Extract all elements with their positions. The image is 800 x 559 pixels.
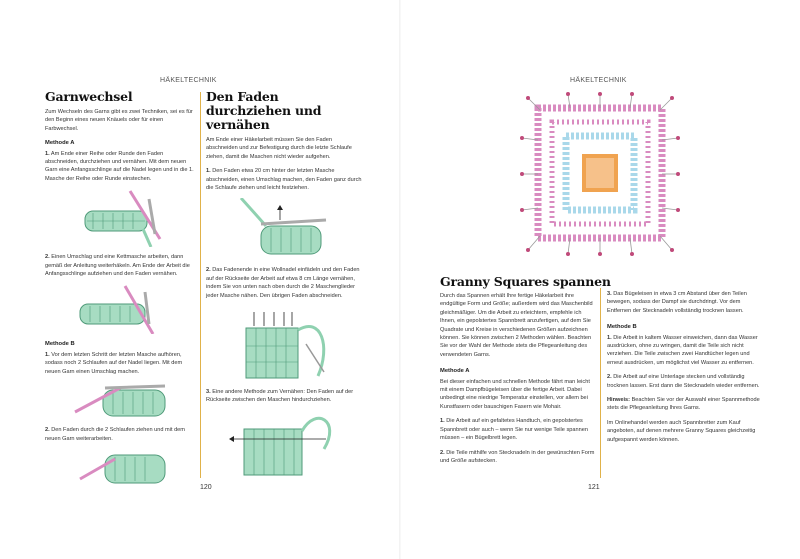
column-blocking-a xyxy=(440,292,596,471)
illustration-yarn-change-b2 xyxy=(45,449,195,489)
step-text: 3. Das Bügeleisen in etwa 3 cm Abstand über den Teilen bewegen, sodass der Dampf sie durchdringt. Vor dem Entfernen der Stecknadeln vollständig trocknen lassen. xyxy=(607,291,747,314)
illustration-fasten-off-3 xyxy=(206,411,362,477)
page-number-left: 120 xyxy=(200,484,212,491)
illustration-yarn-change-a1 xyxy=(45,189,195,247)
column-blocking-b xyxy=(607,290,763,450)
step-text: 1. Den Faden etwa 20 cm hinter der letzten Masche abschneiden, einen Umschlag machen, den Faden ganz durch die Schlaufe ziehen und leicht festziehen. xyxy=(206,168,362,192)
step-text: 3. Eine andere Methode zum Vernähen: Den Faden auf der Rückseite zwischen den Maschen hindurchziehen. xyxy=(206,389,354,404)
section-title: Den Faden durchziehen und vernähen xyxy=(206,89,322,132)
step-text: 2. Einen Umschlag und eine Kettmasche arbeiten, dann gemäß der Anleitung weiterhäkeln. Am Ende der Arbeit die Anfangsschlinge aufziehen und den Faden vernähen. xyxy=(45,254,190,278)
illustration-yarn-change-a2 xyxy=(45,284,195,334)
step-text: 1. Am Ende einer Reihe oder Runde den Faden abschneiden, durchziehen und vernähen. Mit dem neuen Garn eine Anfangsschlinge auf die Nadel legen und in die 1. Masche der Reihe oder Runde einstechen. xyxy=(45,150,194,182)
section-title: Granny Squares spannen xyxy=(440,274,611,289)
method-heading: Methode B xyxy=(607,324,637,331)
step-text: 2. Das Fadenende in eine Wollnadel einfädeln und den Faden auf der Rückseite der Arbeit auf etwa 8 cm Länge vernähen, indem Sie von unten nach oben durch die 2 Maschenglieder jeder Masche nähen. Den übrigen Faden abschneiden. xyxy=(206,267,360,299)
page-number-right: 121 xyxy=(588,484,600,491)
step-text: 2. Die Arbeit auf eine Unterlage stecken und vollständig trocknen lassen. Erst dann die Stecknadeln wieder entfernen. xyxy=(607,374,760,389)
section-title: Garnwechsel xyxy=(45,89,133,104)
step-text: 1. Vor dem letzten Schritt der letzten Masche aufhören, sodass noch 2 Schlaufen auf der Nadel liegen. Mit dem neuen Garn einen Umschlag machen. xyxy=(45,351,183,375)
column-garnwechsel xyxy=(45,90,195,495)
column-fasten-off xyxy=(206,90,362,483)
step-text: 2. Die Teile mithilfe von Stecknadeln in der gewünschten Form und Größe aufstecken. xyxy=(440,449,595,464)
running-head-left: HÄKELTECHNIK xyxy=(160,77,217,84)
step-text: 2. Den Faden durch die 2 Schlaufen ziehen und mit dem neuen Garn weiterarbeiten. xyxy=(45,427,185,442)
method-heading: Methode A xyxy=(440,368,470,375)
column-divider xyxy=(200,92,201,478)
intro-text: Zum Wechseln des Garns gibt es zwei Techniken, sei es für den Beginn eines neuen Knäuels oder für einen Farbwechsel. xyxy=(45,109,193,132)
intro-text: Durch das Spannen erhält Ihre fertige Häkelarbeit ihre endgültige Form und Größe; außerdem wird das Maschenbild gleichmäßiger. Um die Arbeit zu erleichtern, empfehle ich Ihnen, ein gepolstertes Spannbrett anzufertigen, auf dem Sie Quadrate und Kreise in verschiedenen Größen aufzeichnen können. Sie können zwischen 2 Methoden wählen. Beachten Sie vor der Wahl der Methode stets die Pflegeanleitung des verwendeten Garns. xyxy=(440,293,593,358)
illustration-fasten-off-1 xyxy=(206,198,362,260)
intro-text: Am Ende einer Häkelarbeit müssen Sie den Faden abschneiden und zur Befestigung durch die letzte Schlaufe ziehen, damit die Maschen nicht wieder aufgehen. xyxy=(206,137,352,160)
hint-text: Hinweis: Beachten Sie vor der Auswahl einer Spannmethode stets die Pflegeanleitung Ihres Garns. xyxy=(607,397,760,412)
illustration-yarn-change-b1 xyxy=(45,382,195,420)
note-text: Im Onlinehandel werden auch Spannbretter zum Kauf angeboten, auf denen mehrere Granny Squares gleichzeitig aufgespannt werden können. xyxy=(607,419,756,443)
step-text: 1. Die Arbeit auf ein gefaltetes Handtuch, ein gepolstertes Spannbrett oder auch – wenn Sie nur wenige Teile spannen müssen – ein Bügelbrett legen. xyxy=(440,418,588,442)
method-intro: Bei dieser einfachen und schnellen Methode fährt man leicht mit einem Dampfbügeleisen über die fertige Arbeit. Dabei unbedingt eine niedrige Temperatur einstellen, vor allem bei Kunstfasern oder bauschigen Fasern wie Mohair. xyxy=(440,378,590,410)
illustration-fasten-off-2 xyxy=(206,306,362,382)
column-divider xyxy=(600,288,601,478)
method-heading: Methode B xyxy=(45,341,75,348)
step-text: 1. Die Arbeit in kaltem Wasser einweichen, dann das Wasser ausdrücken, ohne zu wringen, damit die Teile sich nicht verziehen. Die Teile zwischen zwei Handtücher legen und erneut ausdrücken, um möglichst viel Wasser zu entfernen. xyxy=(607,334,758,366)
page-fold xyxy=(399,0,401,559)
method-heading: Methode A xyxy=(45,140,75,147)
illustration-granny-square-pinned xyxy=(510,90,690,260)
running-head-right: HÄKELTECHNIK xyxy=(570,77,627,84)
